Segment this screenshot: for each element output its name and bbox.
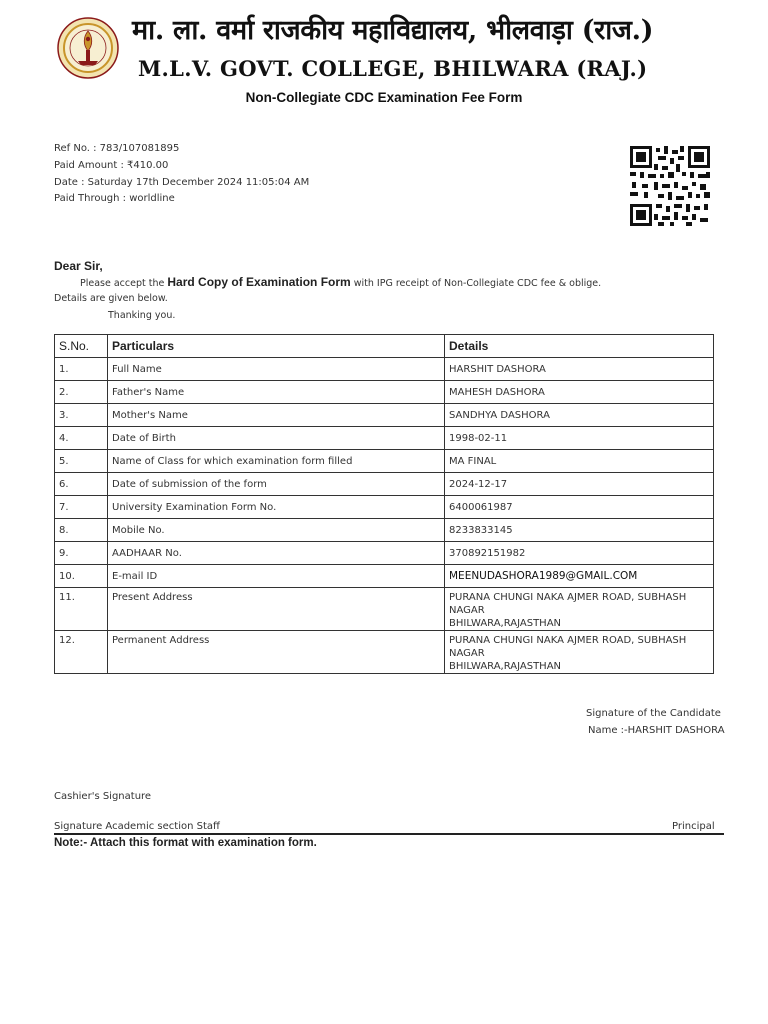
row-particular: University Examination Form No. <box>108 496 445 519</box>
note: Note:- Attach this format with examination form. <box>54 837 317 849</box>
row-sno: 8. <box>55 519 108 542</box>
row-particular: Permanent Address <box>108 631 445 674</box>
principal-label: Principal <box>672 821 715 832</box>
row-detail-address <box>445 588 714 631</box>
row-detail: MA FINAL <box>445 450 714 473</box>
table-row <box>55 450 714 473</box>
paid-through: Paid Through : worldline <box>54 193 175 204</box>
row-sno: 11. <box>55 588 108 631</box>
row-detail: 1998-02-11 <box>445 427 714 450</box>
header-particulars: Particulars <box>108 335 445 358</box>
table-row <box>55 588 714 631</box>
payment-date: Date : Saturday 17th December 2024 11:05:04 AM <box>54 177 310 188</box>
row-particular: Date of Birth <box>108 427 445 450</box>
row-sno: 2. <box>55 381 108 404</box>
salutation: Dear Sir, <box>54 259 103 273</box>
table-row <box>55 565 714 588</box>
row-detail: 370892151982 <box>445 542 714 565</box>
table-header-row <box>55 335 714 358</box>
cashier-signature-label: Cashier's Signature <box>54 791 152 802</box>
row-sno: 6. <box>55 473 108 496</box>
row-particular: Mother's Name <box>108 404 445 427</box>
row-detail: HARSHIT DASHORA <box>445 358 714 381</box>
row-particular: Father's Name <box>108 381 445 404</box>
table-row <box>55 631 714 674</box>
address-line-2: BHILWARA,RAJASTHAN <box>449 618 562 629</box>
header-details: Details <box>445 335 714 358</box>
row-particular: E-mail ID <box>108 565 445 588</box>
ref-no: Ref No. : 783/107081895 <box>54 143 180 154</box>
candidate-name: Name :-HARSHIT DASHORA <box>588 725 725 736</box>
letter-line-2: Details are given below. <box>54 293 168 304</box>
row-sno: 12. <box>55 631 108 674</box>
row-detail: 8233833145 <box>445 519 714 542</box>
address-line-1: PURANA CHUNGI NAKA AJMER ROAD, SUBHASH NAGAR <box>449 635 687 659</box>
row-sno: 3. <box>55 404 108 427</box>
college-name-english: M.L.V. GOVT. COLLEGE, BHILWARA (RAJ.) <box>138 56 648 81</box>
table-row <box>55 473 714 496</box>
row-particular: Full Name <box>108 358 445 381</box>
table-row <box>55 404 714 427</box>
table-row <box>55 427 714 450</box>
row-sno: 5. <box>55 450 108 473</box>
table-row <box>55 381 714 404</box>
college-name-hindi: मा. ला. वर्मा राजकीय महाविद्यालय, भीलवाड़ा (राज.) <box>132 15 654 46</box>
details-table <box>54 334 714 674</box>
qr-code-icon <box>630 146 710 226</box>
row-detail: MAHESH DASHORA <box>445 381 714 404</box>
table-row <box>55 519 714 542</box>
address-line-2: BHILWARA,RAJASTHAN <box>449 661 562 672</box>
table-row <box>55 496 714 519</box>
row-particular: Mobile No. <box>108 519 445 542</box>
table-row <box>55 358 714 381</box>
divider-rule <box>54 833 724 835</box>
row-particular: Name of Class for which examination form filled <box>108 450 445 473</box>
college-emblem-icon <box>57 17 119 79</box>
row-detail: SANDHYA DASHORA <box>445 404 714 427</box>
row-particular: AADHAAR No. <box>108 542 445 565</box>
letter-line-1-suffix: with IPG receipt of Non-Collegiate CDC fee & oblige. <box>353 278 602 289</box>
row-detail: 2024-12-17 <box>445 473 714 496</box>
row-sno: 1. <box>55 358 108 381</box>
row-particular: Date of submission of the form <box>108 473 445 496</box>
form-title: Non-Collegiate CDC Examination Fee Form <box>245 90 523 105</box>
academic-staff-signature-label: Signature Academic section Staff <box>54 821 220 832</box>
letter-line-1-emphasis: Hard Copy of Examination Form <box>167 275 351 289</box>
row-sno: 4. <box>55 427 108 450</box>
letter-line-3: Thanking you. <box>108 310 176 321</box>
row-sno: 9. <box>55 542 108 565</box>
address-line-1: PURANA CHUNGI NAKA AJMER ROAD, SUBHASH NAGAR <box>449 592 687 616</box>
row-detail-email: MEENUDASHORA1989@GMAIL.COM <box>445 565 714 588</box>
letter-line-1 <box>80 275 601 289</box>
row-particular: Present Address <box>108 588 445 631</box>
row-sno: 7. <box>55 496 108 519</box>
row-detail: 6400061987 <box>445 496 714 519</box>
candidate-signature-label: Signature of the Candidate <box>586 708 721 719</box>
table-row <box>55 542 714 565</box>
paid-amount: Paid Amount : ₹410.00 <box>54 160 169 171</box>
row-detail-address <box>445 631 714 674</box>
letter-line-1-prefix: Please accept the <box>80 278 165 289</box>
row-sno: 10. <box>55 565 108 588</box>
header-sno: S.No. <box>55 335 108 358</box>
